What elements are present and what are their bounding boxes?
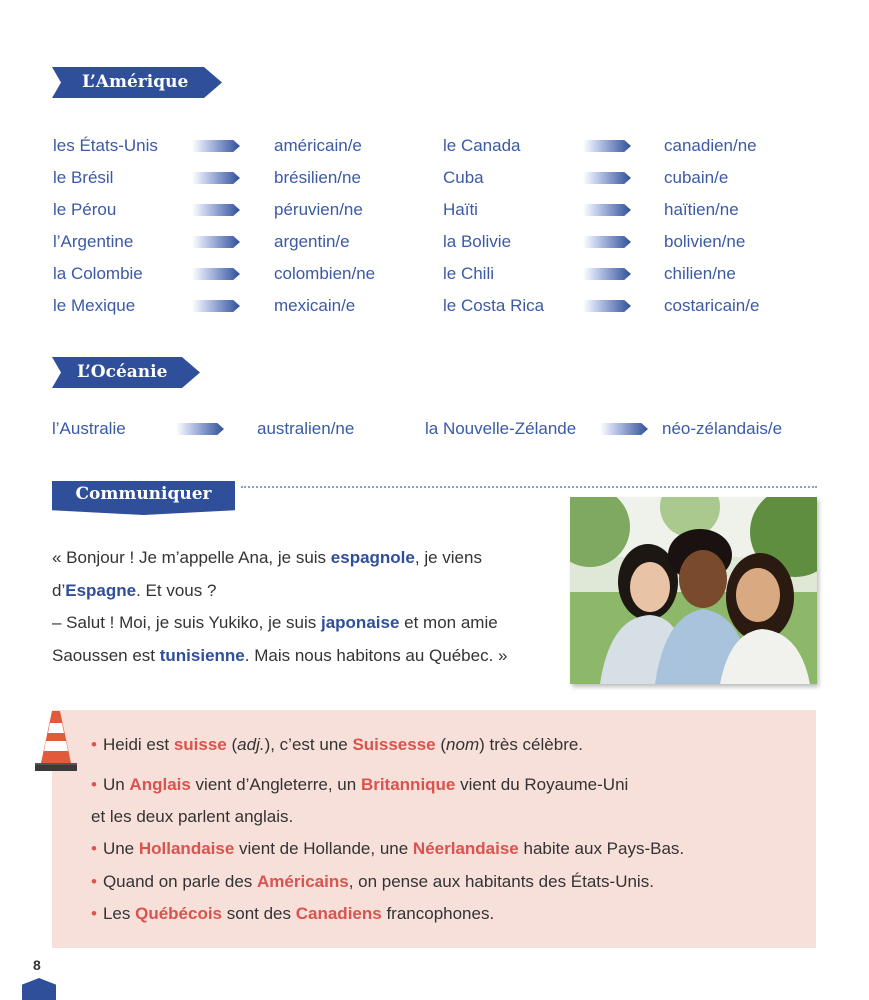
arrow-icon	[583, 140, 631, 152]
adjective-cell: cubain/e	[664, 168, 729, 187]
adjective-cell: colombien/ne	[274, 264, 376, 283]
text-run: . Et vous ?	[136, 580, 217, 600]
photo-friends	[570, 497, 817, 684]
highlight-word: Britannique	[360, 775, 456, 794]
arrow-icon	[583, 236, 631, 248]
arrow-icon	[192, 300, 240, 312]
bullet: •	[91, 904, 97, 923]
highlight-word: Néerlandaise	[412, 839, 519, 858]
adjective-cell: haïtien/ne	[664, 200, 739, 219]
text-run: sont des	[222, 904, 296, 923]
section-title-amerique: L’Amérique	[82, 72, 189, 92]
adjective-cell: costaricain/e	[664, 296, 760, 315]
arrow-icon	[192, 236, 240, 248]
bullet: •	[91, 735, 97, 754]
highlight-word: suisse	[173, 735, 227, 754]
bullet: •	[91, 839, 97, 858]
section-title-oceanie: L’Océanie	[77, 362, 168, 382]
text-run: vient d’Angleterre, un	[190, 775, 361, 794]
section-banner-oceanie	[52, 357, 200, 388]
bullet: •	[91, 775, 97, 794]
text-run: francophones.	[381, 904, 495, 923]
dialogue-line	[52, 575, 562, 608]
arrow-icon	[583, 204, 631, 216]
note-item	[91, 904, 494, 924]
text-run: . Mais nous habitons au Québec. »	[244, 645, 508, 665]
country-cell: Cuba	[443, 168, 484, 187]
text-run: Les	[102, 904, 136, 923]
highlight-word: Suissesse	[352, 735, 436, 754]
text-run: « Bonjour ! Je m’appelle Ana, je suis	[52, 548, 331, 567]
country-cell: la Colombie	[53, 264, 143, 283]
adjective-cell: péruvien/ne	[274, 200, 363, 219]
adjective-cell: américain/e	[274, 136, 362, 155]
text-run: – Salut ! Moi, je suis Yukiko, je suis	[52, 613, 321, 632]
section-banner-amerique	[52, 67, 222, 98]
arrow-icon	[176, 423, 224, 435]
text-run: et mon amie	[399, 613, 498, 632]
text-run: Quand on parle des	[102, 872, 258, 891]
traffic-cone-icon	[33, 709, 79, 773]
country-cell: le Brésil	[53, 168, 114, 187]
page-number: 8	[33, 957, 41, 973]
arrow-icon	[583, 300, 631, 312]
text-run: adj.	[237, 735, 265, 754]
country-cell: le Canada	[443, 136, 521, 155]
note-item	[91, 839, 684, 859]
highlight-word: Hollandaise	[138, 839, 235, 858]
arrow-icon	[583, 268, 631, 280]
arrow-icon	[583, 172, 631, 184]
text-run: , je viens	[414, 548, 482, 567]
text-run: nom	[446, 735, 480, 754]
bullet: •	[91, 872, 97, 891]
text-run: vient du Royaume-Uni	[455, 775, 629, 794]
highlight-word: Américains	[257, 872, 349, 891]
text-run: Saoussen est	[52, 645, 160, 665]
page-tab	[22, 978, 56, 1000]
country-cell: l’Australie	[52, 419, 126, 438]
text-run: et les deux parlent anglais.	[91, 807, 294, 826]
country-cell: Haïti	[443, 200, 478, 219]
arrow-icon	[192, 204, 240, 216]
adjective-cell: néo-zélandais/e	[662, 419, 783, 438]
country-cell: le Pérou	[53, 200, 117, 219]
photo-illustration	[570, 497, 817, 684]
highlight-word: Québécois	[135, 904, 223, 923]
country-cell: les États-Unis	[53, 136, 158, 155]
text-run: , on pense aux habitants des États-Unis.	[348, 872, 654, 891]
adjective-cell: mexicain/e	[274, 296, 356, 315]
note-item	[91, 775, 628, 795]
country-cell: le Chili	[443, 264, 495, 283]
dialogue-line	[52, 607, 562, 640]
country-cell: l’Argentine	[53, 232, 134, 251]
country-cell: la Nouvelle-Zélande	[425, 419, 577, 438]
text-run: (	[226, 735, 238, 754]
text-run: d’	[52, 580, 66, 600]
dialogue-text	[52, 542, 562, 672]
adjective-cell: brésilien/ne	[274, 168, 361, 187]
adjective-cell: australien/ne	[257, 419, 355, 438]
dialogue-line	[52, 542, 562, 575]
highlight-word: Espagne	[65, 580, 137, 600]
section-banner-communiquer	[52, 481, 235, 515]
arrow-icon	[600, 423, 648, 435]
text-run: ), c’est une	[264, 735, 353, 754]
highlight-word: japonaise	[320, 613, 400, 632]
section-title-communiquer: Communiquer	[75, 484, 212, 504]
text-run: vient de Hollande, une	[234, 839, 413, 858]
note-item-continuation	[91, 807, 293, 827]
text-run: ) très célèbre.	[479, 735, 584, 754]
text-run: Un	[102, 775, 130, 794]
text-run: habite aux Pays-Bas.	[518, 839, 685, 858]
arrow-icon	[192, 172, 240, 184]
adjective-cell: canadien/ne	[664, 136, 757, 155]
arrow-icon	[192, 268, 240, 280]
text-run: (	[435, 735, 447, 754]
country-cell: le Mexique	[53, 296, 136, 315]
country-cell: le Costa Rica	[443, 296, 545, 315]
dotted-divider	[241, 486, 817, 488]
note-item	[91, 872, 654, 892]
note-item	[91, 735, 583, 755]
highlight-word: tunisienne	[159, 645, 245, 665]
dialogue-line	[52, 640, 562, 673]
highlight-word: Anglais	[129, 775, 191, 794]
adjective-cell: argentin/e	[274, 232, 350, 251]
text-run: Heidi est	[102, 735, 174, 754]
adjective-cell: bolivien/ne	[664, 232, 746, 251]
highlight-word: Canadiens	[295, 904, 382, 923]
arrow-icon	[192, 140, 240, 152]
highlight-word: espagnole	[330, 548, 415, 567]
adjective-cell: chilien/ne	[664, 264, 736, 283]
text-run: Une	[102, 839, 139, 858]
country-cell: la Bolivie	[443, 232, 512, 251]
